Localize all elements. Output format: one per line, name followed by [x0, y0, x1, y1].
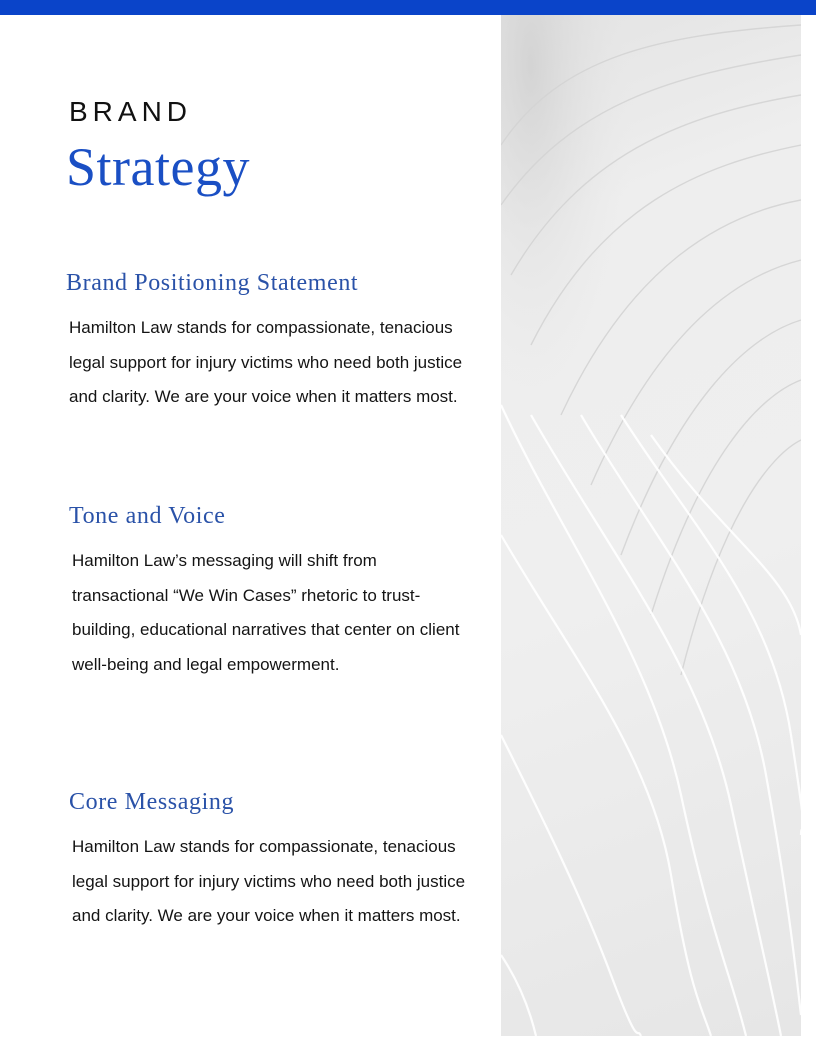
- top-accent-bar: [0, 0, 816, 15]
- page-title: Strategy: [66, 137, 250, 197]
- page-eyebrow: BRAND: [69, 96, 193, 127]
- section-body-tone: Hamilton Law’s messaging will shift from transactional “We Win Cases” rhetoric to trust-building, educational narratives that center on client well-being and legal empowerment.: [72, 551, 460, 674]
- section-heading-positioning: Brand Positioning Statement: [66, 270, 359, 296]
- section-body-positioning: Hamilton Law stands for compassionate, tenacious legal support for injury victims who need both justice and clarity. We are your voice when it matters most.: [69, 318, 463, 406]
- section-heading-tone: Tone and Voice: [69, 503, 226, 529]
- wave-lines-graphic: [501, 15, 801, 1036]
- section-heading-core-messaging: Core Messaging: [69, 789, 235, 815]
- section-body-core-messaging: Hamilton Law stands for compassionate, tenacious legal support for injury victims who need both justice and clarity. We are your voice when it matters most.: [72, 837, 466, 925]
- abstract-wave-image: [501, 15, 801, 1036]
